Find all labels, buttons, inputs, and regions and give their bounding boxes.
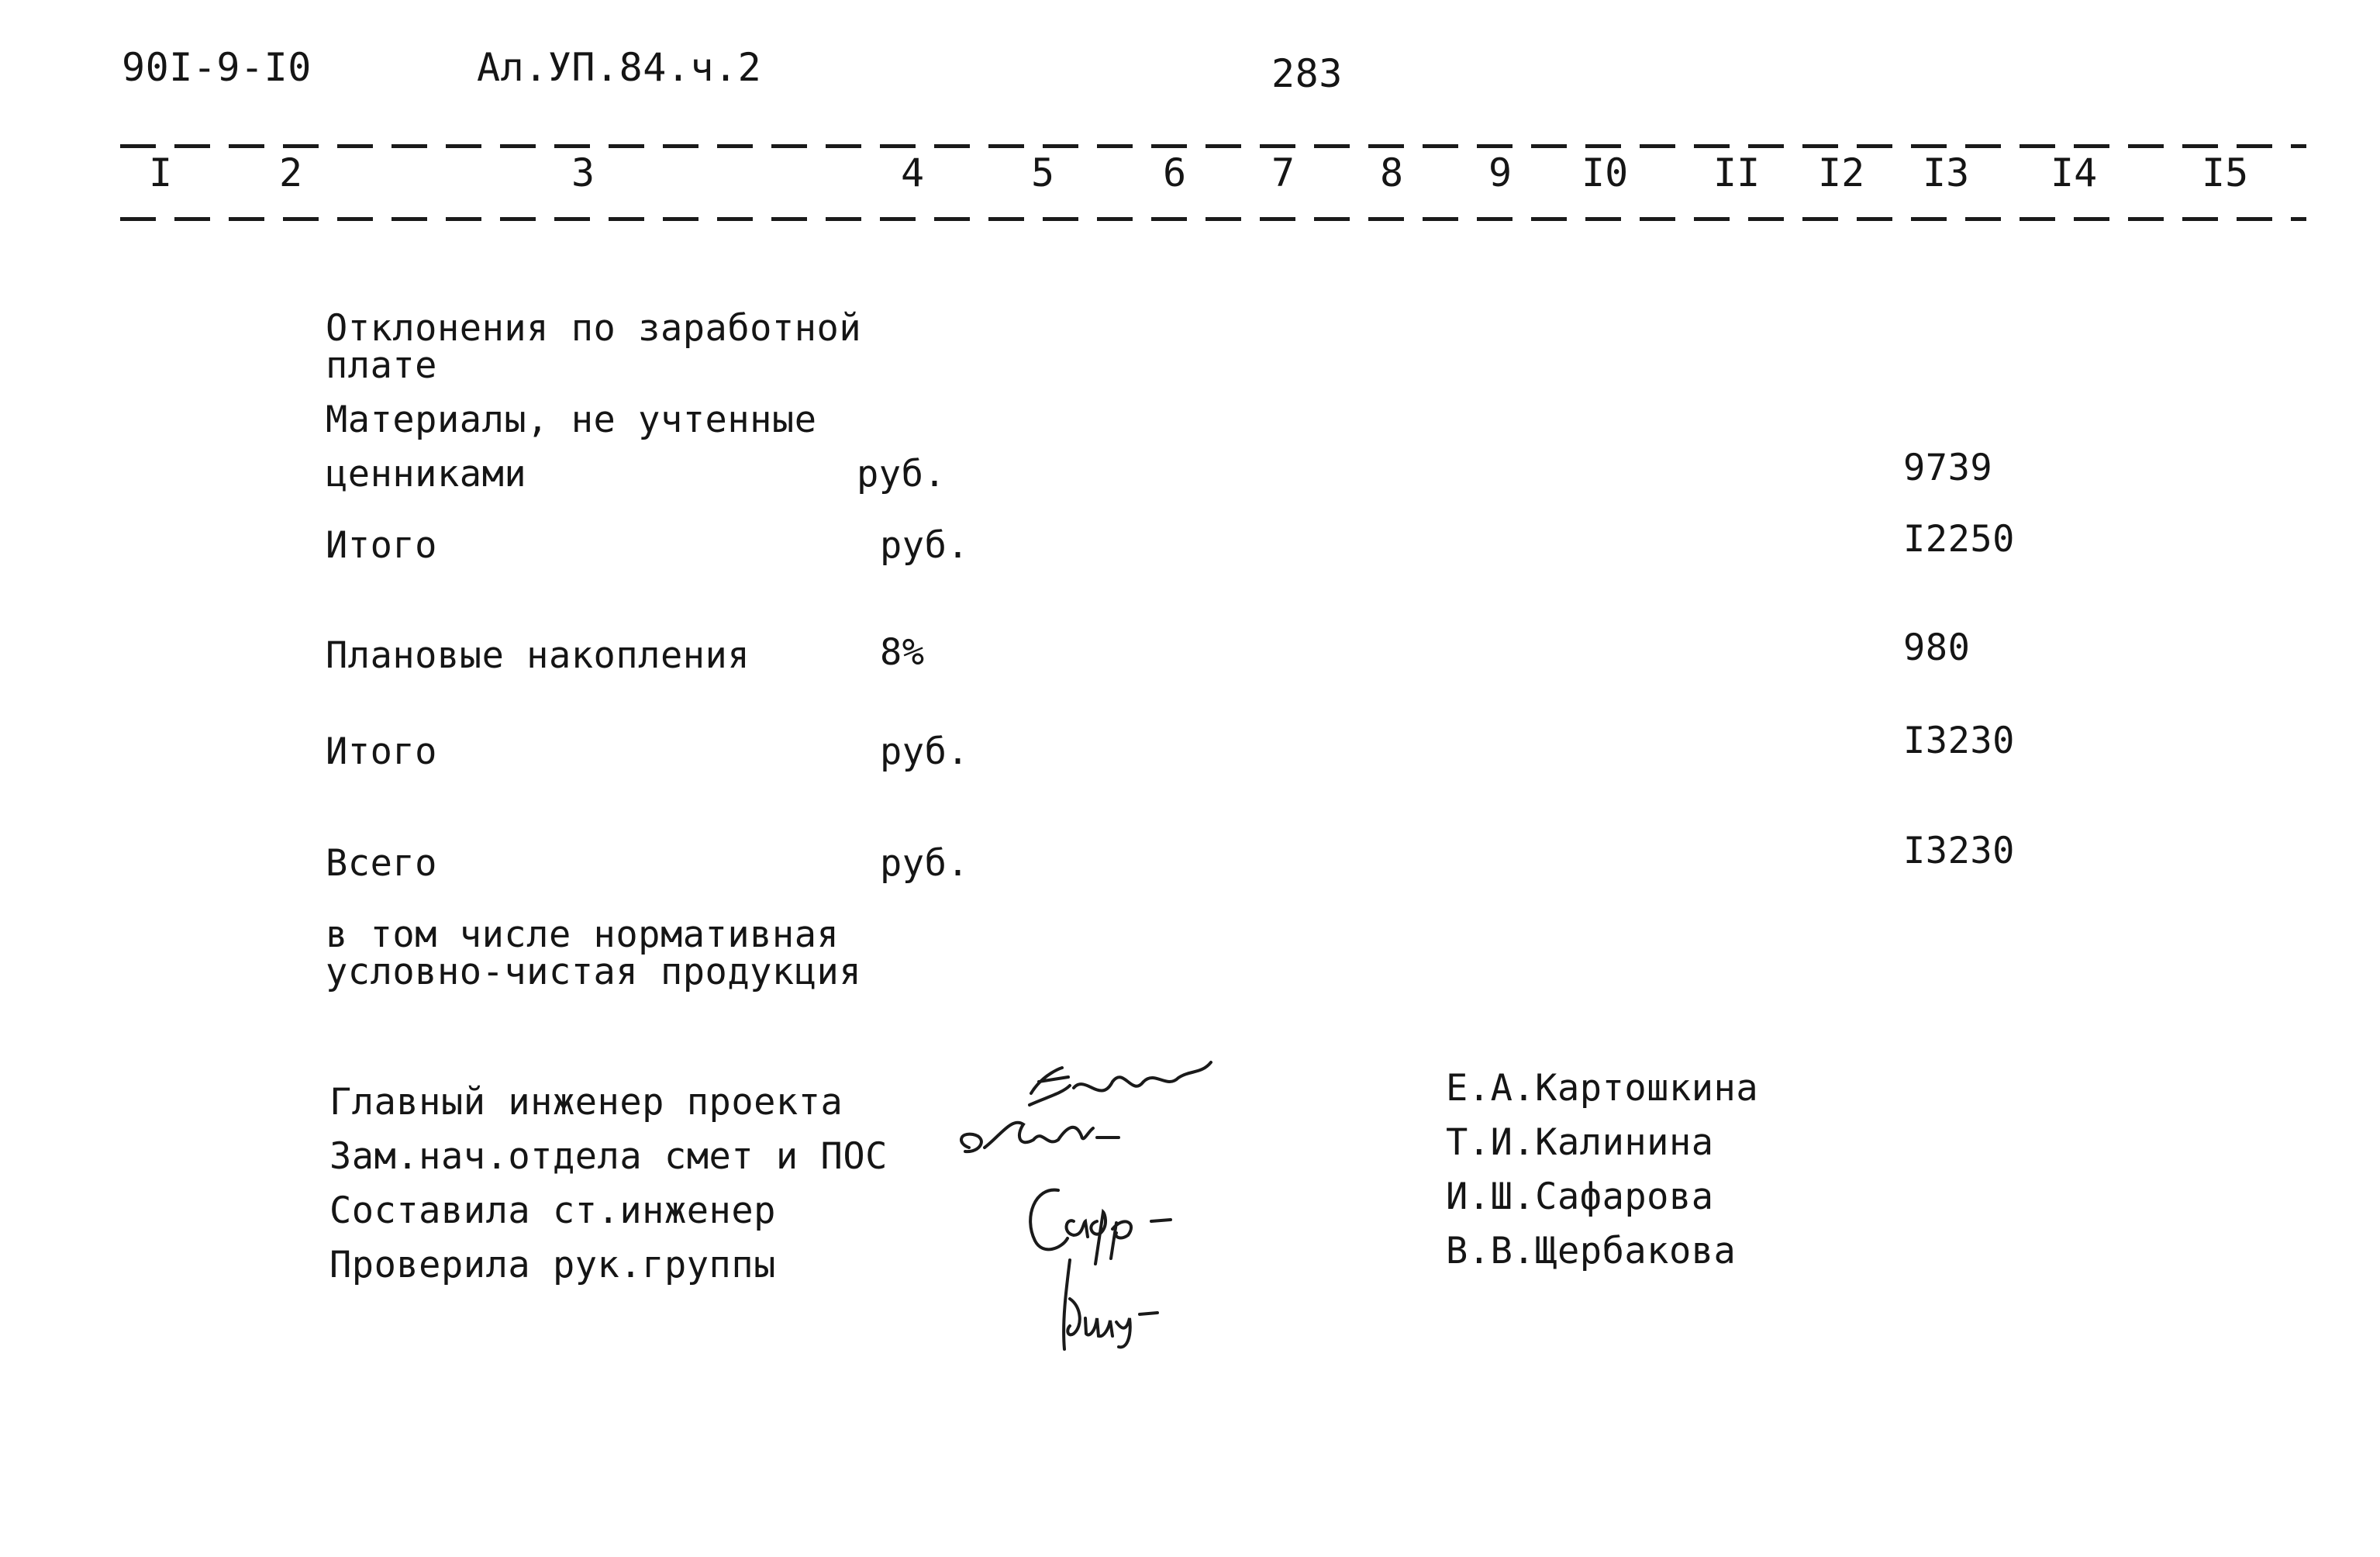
- grand-total-label: Всего: [326, 842, 437, 885]
- subtotal2-label: Итого: [326, 730, 437, 773]
- column-number-7: 7: [1271, 150, 1295, 195]
- signature-name-checker: В.В.Щербакова: [1446, 1230, 1737, 1272]
- column-number-6: 6: [1163, 150, 1187, 195]
- materials-label-line1: Материалы, не учтенные: [326, 399, 817, 441]
- column-number-10: I0: [1581, 150, 1629, 195]
- column-number-8: 8: [1380, 150, 1404, 195]
- column-number-2: 2: [279, 150, 303, 195]
- grand-total-value: I3230: [1903, 830, 2015, 872]
- signature-name-chief-engineer: Е.А.Картошкина: [1446, 1067, 1759, 1110]
- column-number-4: 4: [901, 150, 925, 195]
- handwritten-signature-deputy-head: [942, 1105, 1143, 1167]
- column-number-13: I3: [1923, 150, 1970, 195]
- subtotal1-unit: руб.: [880, 524, 970, 567]
- column-number-12: I2: [1818, 150, 1865, 195]
- deviation-label-line2: плате: [326, 344, 437, 387]
- table-bottom-rule: [120, 217, 2306, 221]
- signature-role-chief-engineer: Главный инженер проекта: [329, 1081, 843, 1124]
- subtotal1-label: Итого: [326, 524, 437, 567]
- document-code: 90I-9-I0: [122, 45, 312, 90]
- including-label-line2: условно-чистая продукция: [326, 951, 862, 993]
- column-number-14: I4: [2051, 150, 2098, 195]
- signature-role-checker: Проверила рук.группы: [329, 1244, 776, 1286]
- column-number-11: II: [1713, 150, 1761, 195]
- planned-accumulations-percent: 8%: [880, 631, 925, 674]
- signature-role-deputy-head: Зам.нач.отдела смет и ПОС: [329, 1135, 888, 1178]
- grand-total-unit: руб.: [880, 842, 970, 885]
- album-reference: Ал.УП.84.ч.2: [477, 45, 762, 90]
- column-number-5: 5: [1031, 150, 1055, 195]
- subtotal2-value: I3230: [1903, 720, 2015, 762]
- signature-role-compiler: Составила ст.инженер: [329, 1189, 776, 1232]
- materials-unit: руб.: [857, 453, 947, 495]
- signature-name-compiler: И.Ш.Сафарова: [1446, 1176, 1714, 1218]
- subtotal1-value: I2250: [1903, 518, 2015, 561]
- page-number: 283: [1271, 51, 1343, 96]
- column-number-1: I: [149, 150, 173, 195]
- materials-value: 9739: [1903, 447, 1993, 489]
- column-number-9: 9: [1488, 150, 1513, 195]
- planned-accumulations-value: 980: [1903, 627, 1971, 669]
- column-number-3: 3: [571, 150, 595, 195]
- materials-label-line2: ценниками: [326, 453, 527, 495]
- column-number-15: I5: [2202, 150, 2249, 195]
- deviation-label-line1: Отклонения по заработной: [326, 307, 862, 350]
- planned-accumulations-label: Плановые накопления: [326, 634, 750, 677]
- handwritten-signature-checker: [1035, 1245, 1221, 1361]
- signature-name-deputy-head: Т.И.Калинина: [1446, 1121, 1714, 1164]
- table-top-rule: [120, 144, 2306, 148]
- subtotal2-unit: руб.: [880, 730, 970, 773]
- including-label-line1: в том числе нормативная: [326, 913, 840, 956]
